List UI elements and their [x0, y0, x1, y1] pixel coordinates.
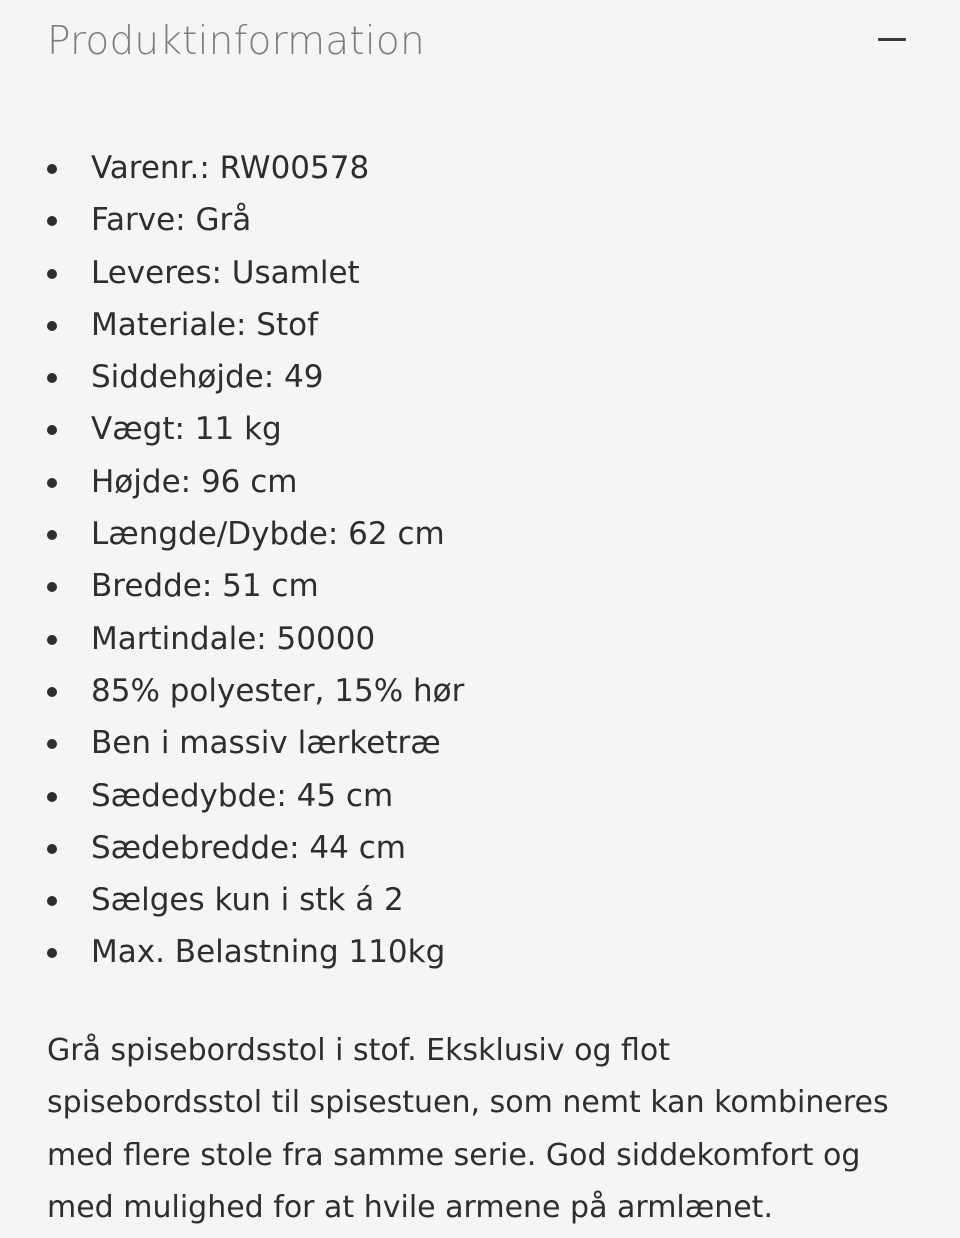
accordion-header[interactable]: [0, 0, 960, 86]
spec-text: Varenr.: RW00578: [91, 150, 370, 186]
spec-text: Sælges kun i stk á 2: [91, 882, 404, 919]
spec-text: Farve: Grå: [91, 202, 252, 239]
spec-text: 85% polyester, 15% hør: [91, 672, 465, 709]
bullet-icon: [47, 687, 57, 697]
spec-item: [0, 926, 464, 978]
bullet-icon: [47, 635, 57, 645]
spec-item: [0, 822, 464, 874]
bullet-icon: [47, 216, 57, 226]
bullet-icon: [47, 269, 57, 279]
spec-item: [0, 560, 464, 612]
spec-item: [0, 613, 464, 665]
bullet-icon: [47, 844, 57, 854]
spec-item: [0, 142, 464, 194]
bullet-icon: [47, 582, 57, 592]
bullet-icon: [47, 321, 57, 331]
spec-item: [0, 717, 464, 769]
spec-item: [0, 247, 464, 299]
spec-text: Sædedybde: 45 cm: [91, 777, 394, 814]
spec-item: [0, 874, 464, 926]
description-line: med flere stole fra samme serie. God siddekomfort og: [47, 1137, 861, 1173]
description-line: med mulighed for at hvile armene på armlænet.: [47, 1189, 773, 1225]
spec-text: Siddehøjde: 49: [91, 359, 324, 396]
bullet-icon: [47, 792, 57, 802]
spec-text: Materiale: Stof: [91, 306, 319, 343]
bullet-icon: [47, 739, 57, 749]
description-line: Grå spisebordsstol i stof. Eksklusiv og flot: [47, 1033, 671, 1068]
spec-text: Højde: 96 cm: [91, 463, 298, 500]
bullet-icon: [47, 896, 57, 906]
collapse-button[interactable]: [866, 20, 918, 60]
spec-item: [0, 456, 464, 508]
spec-item: [0, 508, 464, 560]
spec-item: [0, 194, 464, 246]
spec-text: Vægt: 11 kg: [91, 411, 282, 448]
spec-item: [0, 351, 464, 403]
spec-text: Max. Belastning 110kg: [91, 934, 446, 971]
spec-text: Leveres: Usamlet: [91, 254, 360, 291]
bullet-icon: [47, 164, 57, 174]
product-description: [47, 1025, 927, 1234]
bullet-icon: [47, 948, 57, 958]
spec-text: Længde/Dybde: 62 cm: [91, 516, 445, 553]
spec-text: Martindale: 50000: [91, 620, 376, 657]
bullet-icon: [47, 373, 57, 383]
bullet-icon: [47, 425, 57, 435]
bullet-icon: [47, 478, 57, 488]
spec-list: [0, 142, 464, 979]
spec-item: [0, 403, 464, 455]
spec-item: [0, 770, 464, 822]
spec-item: [0, 299, 464, 351]
spec-text: Ben i massiv lærketræ: [91, 725, 441, 762]
spec-text: Sædebredde: 44 cm: [91, 829, 406, 866]
spec-text: Bredde: 51 cm: [91, 568, 319, 605]
minus-icon: [878, 38, 906, 41]
section-title: Produktinformation: [47, 19, 425, 64]
description-line: spisebordsstol til spisestuen, som nemt kan kombineres: [47, 1085, 889, 1121]
spec-item: [0, 665, 464, 717]
bullet-icon: [47, 530, 57, 540]
